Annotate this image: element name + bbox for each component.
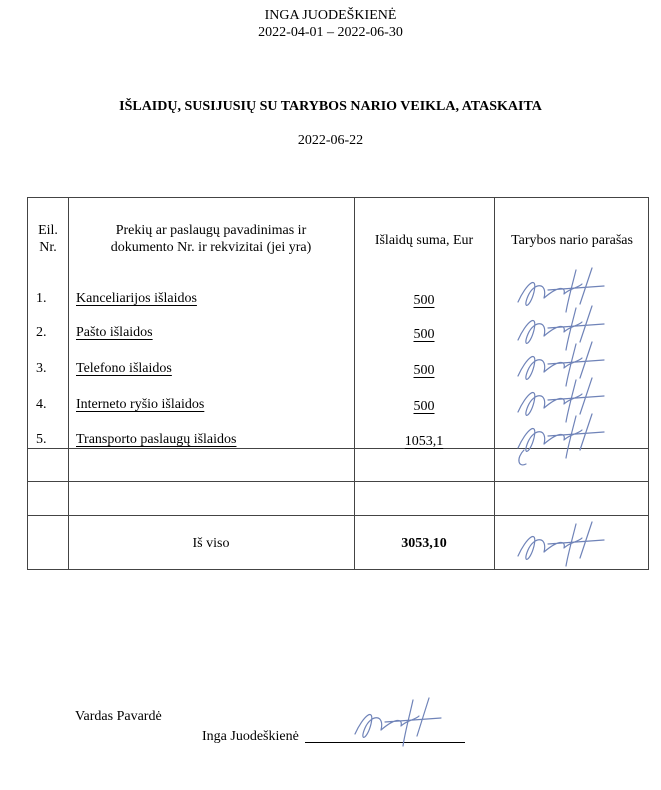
row-amount: 1053,1 bbox=[404, 434, 444, 449]
row-nr: 2. bbox=[36, 325, 47, 340]
header-nr-line1: Eil. bbox=[38, 223, 58, 238]
header-name-line1: Prekių ar paslaugų pavadinimas ir bbox=[115, 223, 307, 238]
row-divider bbox=[28, 515, 648, 516]
name-surname-label: Vardas Pavardė bbox=[75, 709, 162, 724]
row-item-name: Telefono išlaidos bbox=[76, 361, 172, 376]
total-label: Iš viso bbox=[192, 536, 230, 551]
row-item-name: Transporto paslaugų išlaidos bbox=[76, 432, 237, 447]
author-name: INGA JUODEŠKIENĖ bbox=[264, 8, 397, 23]
signature-image bbox=[508, 410, 618, 470]
row-amount: 500 bbox=[413, 363, 435, 378]
row-amount: 500 bbox=[413, 399, 435, 414]
report-date: 2022-06-22 bbox=[297, 133, 364, 148]
signature-image bbox=[508, 518, 618, 570]
report-title: IŠLAIDŲ, SUSIJUSIŲ SU TARYBOS NARIO VEIKLA, ATASKAITA bbox=[119, 99, 542, 114]
total-amount: 3053,10 bbox=[401, 536, 447, 551]
column-divider bbox=[494, 198, 495, 569]
header-nr-line2: Nr. bbox=[39, 240, 57, 255]
row-divider bbox=[28, 481, 648, 482]
row-amount: 500 bbox=[413, 293, 435, 308]
expense-table bbox=[27, 197, 649, 570]
signature-image bbox=[345, 694, 455, 750]
row-amount: 500 bbox=[413, 327, 435, 342]
report-period: 2022-04-01 – 2022-06-30 bbox=[258, 25, 403, 40]
signer-name: Inga Juodeškienė bbox=[202, 729, 299, 744]
row-item-name: Kanceliarijos išlaidos bbox=[76, 291, 197, 306]
row-nr: 5. bbox=[36, 432, 47, 447]
header-amount: Išlaidų suma, Eur bbox=[374, 233, 474, 248]
row-nr: 1. bbox=[36, 291, 47, 306]
header-name-line2: dokumento Nr. ir rekvizitai (jei yra) bbox=[110, 240, 312, 255]
column-divider bbox=[354, 198, 355, 569]
row-nr: 3. bbox=[36, 361, 47, 376]
row-item-name: Interneto ryšio išlaidos bbox=[76, 397, 205, 412]
header-nr bbox=[28, 222, 68, 256]
row-nr: 4. bbox=[36, 397, 47, 412]
header-signature: Tarybos nario parašas bbox=[511, 233, 633, 248]
row-item-name: Pašto išlaidos bbox=[76, 325, 153, 340]
header-item-name bbox=[68, 222, 354, 256]
